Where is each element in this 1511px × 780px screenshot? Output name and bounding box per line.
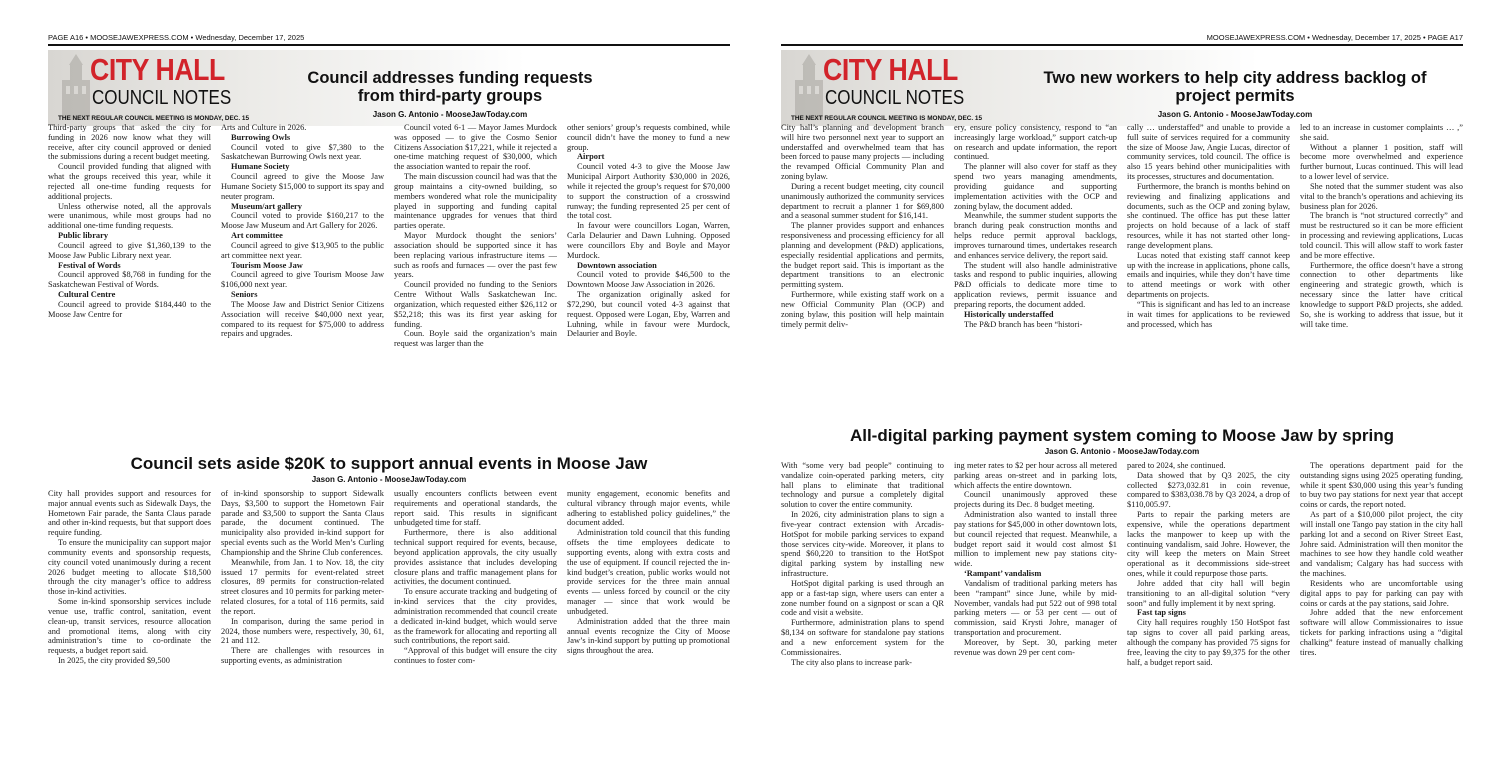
paragraph: ery, ensure policy consistency, respond to “an increasingly large workload,” support catch-up on research and update information, the report continued. xyxy=(954,123,1117,162)
subhead: Humane Society xyxy=(231,162,290,172)
paragraph: The organization originally asked for $72,290, but council voted 4-3 against that request. Opposed were Logan, Eby, Warren and Luhning, while in favour were Murdock, Delaurier and Boyle. xyxy=(567,290,730,339)
subhead: ‘Rampant’ vandalism xyxy=(964,569,1042,579)
paragraph: HotSpot digital parking is used through an app or a fast-tap sign, where users can enter a zone number found on a signpost or scan a QR code and visit a website. xyxy=(781,578,944,618)
next-meeting-note: THE NEXT REGULAR COUNCIL MEETING IS MONDAY, DEC. 15 xyxy=(58,115,250,122)
paragraph: Some in-kind sponsorship services include venue use, traffic control, sanitation, event clean-up, transit services, resource allocation and promotional items, along with city administration’s time to co-ordinate the requests, a budget report said. xyxy=(48,597,211,656)
paragraph: led to an increase in customer complaints … ,” she said. xyxy=(1300,123,1463,142)
header-rule-left xyxy=(48,44,730,46)
paragraph: Furthermore, the office doesn’t have a strong connection to other departments like engineering and strategic growth, which is necessary since the latter have critical knowledge to support P&D projects, she added. So, she is working to address that issue, but it will take time. xyxy=(1300,260,1463,329)
story-column xyxy=(48,489,211,751)
banner-subtitle: COUNCIL NOTES xyxy=(92,87,232,109)
subhead: Cultural Centre xyxy=(58,290,116,300)
subhead: Public library xyxy=(58,231,109,241)
folio-right: MOOSEJAWEXPRESS.COM • Wednesday, December 17, 2025 • PAGE A17 xyxy=(1206,33,1463,42)
story-column xyxy=(1300,123,1463,423)
paragraph: Council voted to provide $46,500 to the Downtown Moose Jaw Association in 2026. xyxy=(567,270,730,290)
story-byline: Jason G. Antonio - MooseJawToday.com xyxy=(372,110,528,119)
paragraph: There are challenges with resources in supporting events, as administration xyxy=(221,646,384,666)
header-rule-right xyxy=(781,44,1463,46)
paragraph: Council agreed to give $1,360,139 to the Moose Jaw Public Library next year. xyxy=(48,240,211,260)
paragraph: Council provided no funding to the Seniors Centre Without Walls Saskatchewan Inc. organization, which requested either $26,112 or $52,218; this was its first year asking for funding. xyxy=(394,280,557,329)
subhead: Airport xyxy=(577,152,605,162)
story-column xyxy=(567,489,730,751)
paragraph: The city also plans to increase park- xyxy=(791,657,912,667)
paragraph: Coun. Boyle said the organization’s main request was larger than the xyxy=(394,329,557,349)
paragraph: The branch is “not structured correctly” and must be restructured so it can be more efficient in processing and reviewing applications, Lucas told council. This will allow staff to work faster and be more effective. xyxy=(1300,211,1463,260)
subhead: Downtown association xyxy=(577,260,657,270)
banner-subtitle: COUNCIL NOTES xyxy=(825,87,965,109)
paragraph: City hall’s planning and development branch will hire two personnel next year to support an understaffed and overwhelmed team that has been forced to pause many projects — including the revamped Official Community Plan and zoning bylaw. xyxy=(781,123,944,182)
paragraph: Furthermore, the branch is months behind on reviewing and finalizing applications and documents, such as the OCP and zoning bylaw, she continued. The office has put these latter projects on hold because of a lack of staff resources, while it has not started other long-range development plans. xyxy=(1127,181,1290,250)
paragraph: Data showed that by Q3 2025, the city collected $273,032.81 in coin revenue, compared to $383,038.78 by Q3 2024, a drop of $110,005.97. xyxy=(1127,470,1290,510)
paragraph: In favour were councillors Logan, Warren, Carla Delaurier and Dawn Luhning. Opposed were councillors Eby and Boyle and Mayor Murdock. xyxy=(567,221,730,260)
paragraph: Third-party groups that asked the city for funding in 2026 now know what they will receive, after city council approved or denied the submissions during a recent budget meeting. xyxy=(48,123,211,162)
paragraph: other seniors’ group’s requests combined, while council didn’t have the money to fund a new group. xyxy=(567,123,730,152)
paragraph: Council voted 6-1 — Mayor James Murdock was opposed — to give the Cosmo Senior Citizens Association $17,221, while it rejected a one-time matching request of $30,000, which the association wanted to repair the roof. xyxy=(394,123,557,172)
story-column xyxy=(1300,461,1463,751)
paragraph: She noted that the summer student was also vital to the branch’s operations and achieving its business plan for 2026. xyxy=(1300,181,1463,211)
subhead: Festival of Words xyxy=(58,260,121,270)
paragraph: As part of a $10,000 pilot project, the city will install one Tango pay station in the city hall parking lot and a second on River Street East, Johre said. Administration will then monitor the machines to see how they handle cold weather and vandalism; Calgary has had success with the machines. xyxy=(1300,510,1463,579)
story-column xyxy=(1127,123,1290,423)
story-column xyxy=(954,461,1117,751)
story-column xyxy=(221,123,384,463)
paragraph: The student will also handle administrative tasks and respond to public inquiries, allowing P&D officials to dedicate more time to application reviews, permit issuance and preparing reports, the document added. xyxy=(954,260,1117,309)
paragraph: Furthermore, there is also additional technical support required for events, because, beyond application approvals, the city usually provides assistance that includes developing closure plans and traffic management plans for activities, the document continued. xyxy=(394,528,557,587)
paragraph: To ensure the municipality can support major community events and sponsorship requests, city council voted unanimously during a recent 2026 budget meeting to allocate $18,500 through the city manager’s office to address those in-kind activities. xyxy=(48,538,211,597)
paragraph: In 2026, city administration plans to sign a five-year contract extension with Arcadis-HotSpot for mobile parking services to expand those services city-wide. Moreover, it plans to spend $60,220 to transition to the HotSpot digital parking system by installing new infrastructure. xyxy=(781,510,944,579)
paragraph: Residents who are uncomfortable using digital apps to pay for parking can pay with coins or cards at the pay stations, said Johre. xyxy=(1300,578,1463,608)
paragraph: cally … understaffed” and unable to provide a full suite of services required for a community the size of Moose Jaw, Angie Lucas, director of community services, told council. The office is also 15 years behind other municipalities with its processes, structures and documentation. xyxy=(1127,123,1290,182)
paragraph: With “some very bad people” continuing to vandalize coin-operated parking meters, city hall plans to eliminate that traditional technology and pursue a completely digital solution to cover the entire community. xyxy=(781,461,944,510)
paragraph: of in-kind sponsorship to support Sidewalk Days, $3,500 to support the Hometown Fair parade and $3,500 to support the Santa Claus parade, the document continued. The municipality also provided in-kind support for special events such as the World Men’s Curling Championship and the Shrine Club conferences. xyxy=(221,489,384,557)
paragraph: The planner provides support and enhances responsiveness and processing efficiency for all planning and development (P&D) applications, especially residential applications and permits, the budget report said. This is important as the department transitions to an electronic permitting system. xyxy=(781,221,944,290)
paragraph: Without a planner 1 position, staff will become more overwhelmed and experience further burnout, Lucas continued. This will lead to a lower level of service. xyxy=(1300,142,1463,182)
paragraph: In comparison, during the same period in 2024, those numbers were, respectively, 30, 61, 21 and 112. xyxy=(221,616,384,646)
story-columns xyxy=(48,489,730,751)
story-byline: Jason G. Antonio - MooseJawToday.com xyxy=(311,475,467,484)
paragraph: Council agreed to give Tourism Moose Jaw $106,000 next year. xyxy=(221,270,384,290)
next-meeting-note: THE NEXT REGULAR COUNCIL MEETING IS MONDAY, DEC. 15 xyxy=(791,115,983,122)
story-byline: Jason G. Antonio - MooseJawToday.com xyxy=(1044,447,1200,456)
paragraph: Parts to repair the parking meters are expensive, while the operations department lacks the manpower to keep up with the continuing vandalism, said Johre. However, the city will keep the meters on Main Street operational as it decommissions side-street ones, while it could repurpose those parts. xyxy=(1127,510,1290,579)
paragraph: The operations department paid for the outstanding signs using 2025 operating funding, while it spent $30,000 using this year’s funding to buy two pay stations for next year that accept coins or cards, the report noted. xyxy=(1300,461,1463,510)
paragraph: City hall provides support and resources for major annual events such as Sidewalk Days, the Hometown Fair parade, the Santa Claus parade and other in-kind requests, but that support does require funding. xyxy=(48,489,211,538)
story-byline: Jason G. Antonio - MooseJawToday.com xyxy=(1157,110,1313,119)
paragraph: The Moose Jaw and District Senior Citizens Association will receive $40,000 next year, compared to its request for $75,000 to address repairs and upgrades. xyxy=(221,299,384,339)
paragraph: During a recent budget meeting, city council unanimously authorized the community services department to recruit a planner 1 for $69,800 and a seasonal summer student for $16,141. xyxy=(781,181,944,221)
paragraph: usually encounters conflicts between event requirements and operational standards, the report said. This results in significant unbudgeted time for staff. xyxy=(394,489,557,528)
paragraph: Administration also wanted to install three pay stations for $45,000 in other downtown lots, but council rejected that request. Meanwhile, a budget report said it would cost almost $1 million to implement new pay stations city-wide. xyxy=(954,510,1117,569)
paragraph: “This is significant and has led to an increase in wait times for applications to be reviewed and processed, which has xyxy=(1127,299,1290,329)
paragraph: The P&D branch has been “histori- xyxy=(964,319,1083,329)
paragraph: The main discussion council had was that the group maintains a city-owned building, so members wondered what role the municipality played in supporting and funding capital maintenance upgrades for venues that third parties operate. xyxy=(394,172,557,231)
paragraph: Lucas noted that existing staff cannot keep up with the increase in applications, phone calls, emails and inquiries, while they don’t have time to attend meetings or work with other departments on projects. xyxy=(1127,250,1290,300)
paragraph: Johre added that city hall will begin transitioning to an all-digital solution “very soon” and fully implement it by next spring. xyxy=(1127,578,1290,608)
story-column xyxy=(781,461,944,751)
story-column xyxy=(221,489,384,751)
paragraph: Meanwhile, the summer student supports the branch during peak construction months and helps reduce permit approval backlogs, improves turnaround times, undertakes research and enhances service delivery, the report said. xyxy=(954,211,1117,260)
subhead: Art committee xyxy=(231,231,283,241)
story-columns xyxy=(781,123,1463,423)
story-column xyxy=(48,123,211,463)
paragraph: “Approval of this budget will ensure the city continues to foster com- xyxy=(394,646,557,666)
story-column xyxy=(394,123,557,463)
paragraph: Council voted 4-3 to give the Moose Jaw Municipal Airport Authority $30,000 in 2026, while it rejected the group’s request for $70,000 to support the construction of a crosswind runway; the funding represented 25 per cent of the total cost. xyxy=(567,162,730,221)
paragraph: Council unanimously approved these projects during its Dec. 8 budget meeting. xyxy=(954,490,1117,510)
paragraph: In 2025, the city provided $9,500 xyxy=(58,656,170,666)
paragraph: ing meter rates to $2 per hour across all metered parking areas on-street and in parking lots, which affects the entire downtown. xyxy=(954,461,1117,490)
story-column xyxy=(781,123,944,423)
story-headline: Two new workers to help city address backlog of project permits xyxy=(1043,69,1427,105)
paragraph: Administration added that the three main annual events recognize the City of Moose Jaw’s in-kind support by putting up promotional signs throughout the area. xyxy=(567,616,730,656)
banner-title: CITY HALL xyxy=(90,52,225,87)
story-column xyxy=(394,489,557,751)
paragraph: City hall requires roughly 150 HotSpot fast tap signs to cover all paid parking areas, although the company has provided 75 signs for free, leaving the city to pay $9,375 for the other half, a budget report said. xyxy=(1127,618,1290,667)
paragraph: Council voted to give $7,380 to the Saskatchewan Burrowing Owls next year. xyxy=(221,142,384,162)
story-columns xyxy=(48,123,730,463)
paragraph: Council provided funding that aligned with what the groups received this year, while it rejected all one-time funding requests for additional projects. xyxy=(48,162,211,201)
paragraph: To ensure accurate tracking and budgeting of in-kind services that the city provides, administration recommended that council create a dedicated in-kind budget, which would serve as the framework for allocating and reporting all such contributions, the report said. xyxy=(394,587,557,646)
paragraph: Johre added that the new enforcement software will allow Commissionaires to issue tickets for parking infractions using a “digital chalking” feature instead of manually chalking tires. xyxy=(1300,608,1463,657)
paragraph: Meanwhile, from Jan. 1 to Nov. 18, the city issued 17 permits for event-related street closures, 89 permits for construction-related street closures and 10 permits for parking meter-related closures, for a total of 116 permits, said the report. xyxy=(221,557,384,616)
paragraph: Council approved $8,768 in funding for the Saskatchewan Festival of Words. xyxy=(48,270,211,290)
story-columns xyxy=(781,461,1463,751)
subhead: Tourism Moose Jaw xyxy=(231,260,303,270)
story-headline: Council sets aside $20K to support annual events in Moose Jaw xyxy=(130,454,648,473)
subhead: Museum/art gallery xyxy=(231,201,302,211)
story-headline: All-digital parking payment system coming to Moose Jaw by spring xyxy=(849,426,1395,445)
paragraph: Administration told council that this funding offsets the time employees dedicate to supporting events, along with extra costs and the use of equipment. If council rejected the in-kind budget’s creation, public works would not provide services for the three main annual events — unless forced by council or the city manager — since that work would be unbudgeted. xyxy=(567,528,730,616)
paragraph: Council agreed to provide $184,440 to the Moose Jaw Centre for xyxy=(48,299,211,319)
paragraph: Moreover, by Sept. 30, parking meter revenue was down 29 per cent com- xyxy=(954,637,1117,657)
paragraph: Mayor Murdock thought the seniors’ association should be supported since it has been replacing various infrastructure items — such as roofs and furnaces — over the past few years. xyxy=(394,231,557,280)
subhead: Seniors xyxy=(231,290,258,300)
subhead: Historically understaffed xyxy=(964,309,1054,319)
paragraph: pared to 2024, she continued. xyxy=(1127,461,1226,470)
paragraph: The planner will also cover for staff as they spend two years managing amendments, providing guidance and supporting implementation activities with the OCP and zoning bylaw, the document added. xyxy=(954,162,1117,211)
paragraph: Council voted to provide $160,217 to the Moose Jaw Museum and Art Gallery for 2026. xyxy=(221,211,384,231)
paragraph: Vandalism of traditional parking meters has been “rampant” since June, while by mid-November, vandals had put 522 out of 998 total parking meters — or 53 per cent — out of commission, said Krysti Johre, manager of transportation and procurement. xyxy=(954,578,1117,638)
story-column xyxy=(567,123,730,463)
story-column xyxy=(1127,461,1290,751)
paragraph: Council agreed to give the Moose Jaw Humane Society $15,000 to support its spay and neuter program. xyxy=(221,172,384,201)
story-headline: Council addresses funding requests from third-party groups xyxy=(307,69,593,105)
subhead: Fast tap signs xyxy=(1137,608,1186,618)
paragraph: munity engagement, economic benefits and cultural vibrancy through major events, while adhering to established policy guidelines,” the document added. xyxy=(567,489,730,528)
paragraph: Council agreed to give $13,905 to the public art committee next year. xyxy=(221,240,384,260)
paragraph: Furthermore, administration plans to spend $8,134 on software for standalone pay stations and a new enforcement system for the Commissionaires. xyxy=(781,618,944,657)
paragraph: Furthermore, while existing staff work on a new Official Community Plan (OCP) and zoning bylaw, this position will help maintain timely permit deliv- xyxy=(781,290,944,329)
story-column xyxy=(954,123,1117,423)
banner-title: CITY HALL xyxy=(823,52,958,87)
paragraph: Arts and Culture in 2026. xyxy=(221,123,307,132)
subhead: Burrowing Owls xyxy=(231,132,291,142)
folio-left: PAGE A16 • MOOSEJAWEXPRESS.COM • Wednesday, December 17, 2025 xyxy=(48,33,305,42)
paragraph: Unless otherwise noted, all the approvals were unanimous, while most groups had no additional one-time funding requests. xyxy=(48,201,211,231)
